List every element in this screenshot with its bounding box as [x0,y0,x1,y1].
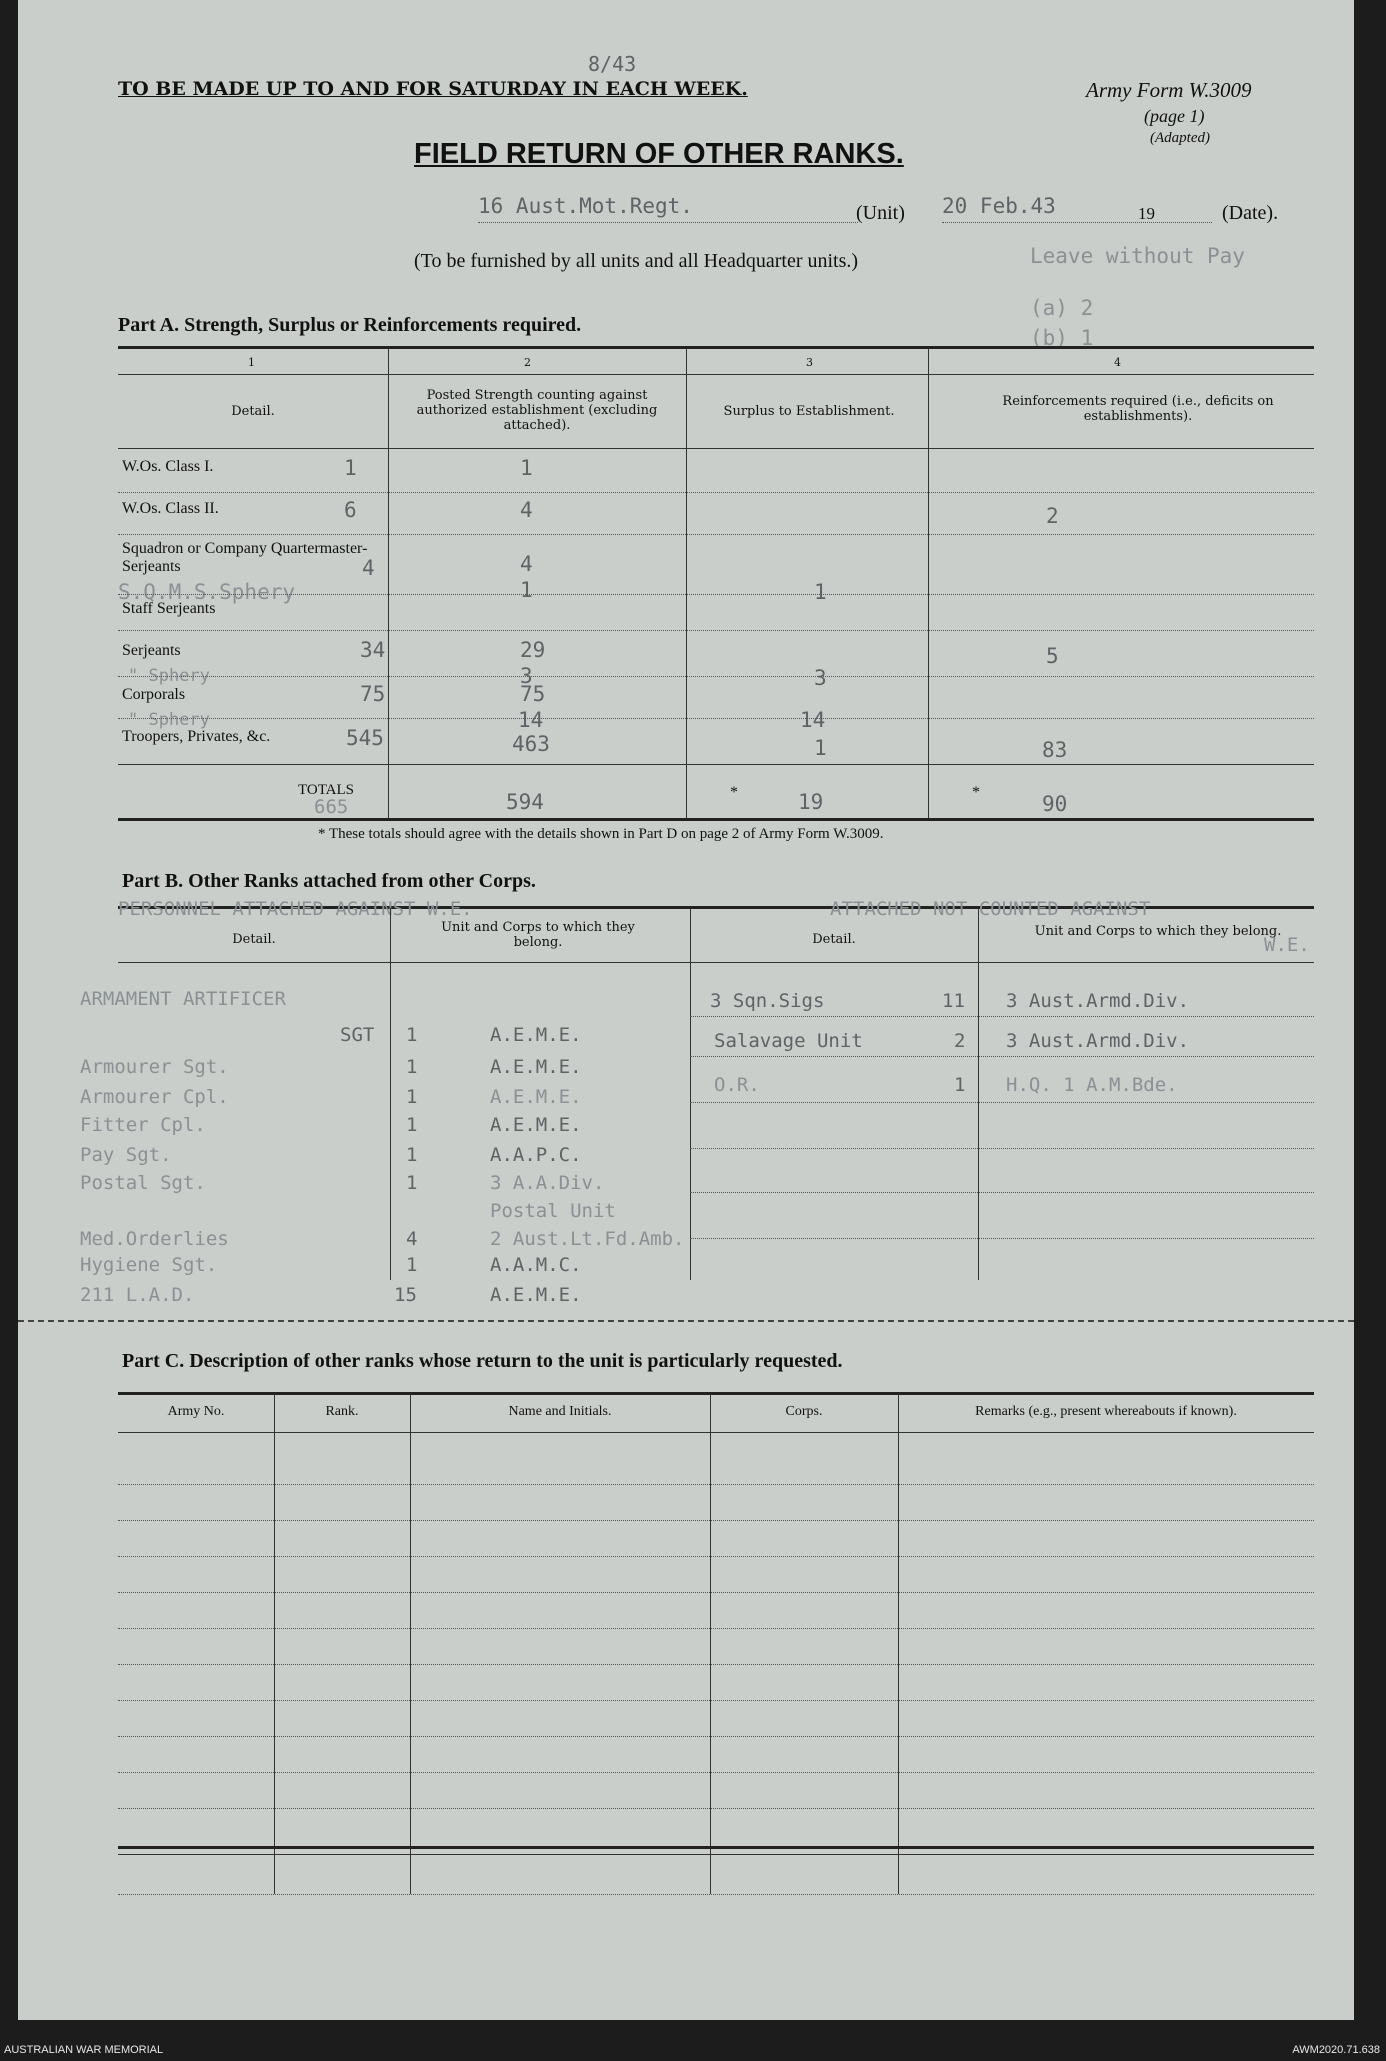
part-c-col-name: Name and Initials. [508,1404,612,1419]
footer-credit: AUSTRALIAN WAR MEMORIAL [4,2044,164,2056]
not-counted-corps: H.Q. 1 A.M.Bde. [1006,1074,1178,1096]
attached-count: 15 [394,1284,417,1306]
attached-detail: ARMAMENT ARTIFICER [80,988,286,1010]
totals-posted: 594 [506,790,544,814]
leave-b: (b) 1 [1030,326,1094,350]
not-counted-count: 11 [942,990,965,1012]
row-surplus: 1 [814,580,827,604]
row-reinf: 5 [1046,644,1059,668]
row-surplus: 1 [814,736,827,760]
totals-asterisk: * [972,784,980,801]
form-id: Army Form W.3009 [1086,78,1252,102]
totals-label: TOTALS [298,782,355,798]
not-counted-corps: 3 Aust.Armd.Div. [1006,1030,1190,1052]
attached-detail: Armourer Cpl. [80,1086,229,1108]
col-number: 2 [524,356,531,369]
row-label: " Sphery [128,710,210,730]
leave-a: (a) 2 [1030,296,1094,320]
footer-accession: AWM2020.71.638 [1292,2044,1380,2056]
form-title: FIELD RETURN OF OTHER RANKS. [414,138,904,170]
part-b-left-banner: PERSONNEL ATTACHED AGAINST W.E. [118,898,473,920]
row-label: Serjeants [122,642,181,659]
col-header-surplus: Surplus to Establishment. [723,404,895,419]
row-posted: 1 [520,578,533,602]
unit-value: 16 Aust.Mot.Regt. [478,194,693,218]
not-counted-detail: O.R. [714,1074,760,1096]
col-header-posted: Posted Strength counting against authorized establishment (excluding attached). [416,388,658,433]
attached-corps: 2 Aust.Lt.Fd.Amb. [490,1228,685,1250]
page-number: (page 1) [1144,106,1205,126]
attached-detail: 211 L.A.D. [80,1284,195,1306]
row-posted: 4 [520,498,533,522]
part-c-col-corps: Corps. [785,1404,823,1419]
part-b-col-corps: Unit and Corps to which they belong. [441,920,635,950]
part-c-col-rank: Rank. [325,1404,359,1419]
part-b-col-detail-2: Detail. [812,932,856,947]
row-est: 75 [360,682,386,706]
row-posted: 1 [520,456,533,480]
attached-count: 1 [406,1254,418,1276]
totals-footnote: * These totals should agree with the details shown in Part D on page 2 of Army Form W.3009. [318,826,884,842]
row-posted: 29 [520,638,546,662]
row-est: 4 [362,556,375,580]
col-number: 4 [1114,356,1121,369]
totals-reinf: 90 [1042,792,1068,816]
part-b-title: Part B. Other Ranks attached from other Corps. [122,870,536,892]
attached-corps: A.E.M.E. [490,1024,582,1046]
totals-asterisk: * [730,784,738,801]
col-number: 1 [248,356,255,369]
attached-count: 1 [406,1114,418,1136]
row-surplus: 14 [800,708,826,732]
totals-est: 665 [314,796,349,818]
totals-surplus: 19 [798,790,824,814]
col-number: 3 [806,356,813,369]
part-c-col-remarks: Remarks (e.g., present whereabouts if known). [975,1404,1237,1419]
part-b-right-banner-2: W.E. [1264,934,1310,956]
row-posted: 463 [512,732,550,756]
not-counted-corps: 3 Aust.Armd.Div. [1006,990,1190,1012]
row-est: 1 [344,456,357,480]
col-header-reinforcements: Reinforcements required (i.e., deficits on establishments). [1002,394,1274,424]
row-label: Squadron or Company Quartermaster-Serjeants [122,540,368,575]
attached-corps: A.E.M.E. [490,1086,582,1108]
col-header-detail: Detail. [231,404,275,419]
attached-count: 1 [406,1144,418,1166]
attached-count: 1 [406,1172,418,1194]
row-posted: 4 [520,552,533,576]
attached-corps: A.A.P.C. [490,1144,582,1166]
attached-detail: Pay Sgt. [80,1144,172,1166]
attached-corps: A.E.M.E. [490,1056,582,1078]
row-label: Corporals [122,686,186,703]
attached-detail: Armourer Sgt. [80,1056,229,1078]
row-label: " Sphery [128,666,210,686]
row-label: W.Os. Class II. [122,500,219,517]
row-label: S.Q.M.S.Sphery [118,580,296,604]
attached-detail: Postal Sgt. [80,1172,206,1194]
part-b-col-detail: Detail. [232,932,276,947]
part-b-right-banner: ATTACHED NOT COUNTED AGAINST [830,898,1151,920]
unit-label: (Unit) [856,202,905,224]
not-counted-detail: 3 Sqn.Sigs [710,990,825,1012]
form-sheet [18,0,1354,2020]
row-label: Troopers, Privates, &c. [122,728,271,745]
instruction-heading: TO BE MADE UP TO AND FOR SATURDAY IN EACH WEEK. [118,78,748,100]
not-counted-count: 1 [954,1074,966,1096]
date-year: 19 [1138,204,1155,223]
part-b-col-corps-2: Unit and Corps to which they belong. [1034,924,1282,939]
adapted-note: (Adapted) [1150,130,1210,146]
row-est: 545 [346,726,384,750]
row-est: 6 [344,498,357,522]
row-reinf: 2 [1046,504,1059,528]
row-label: Staff Serjeants [122,600,216,617]
row-label: W.Os. Class I. [122,458,214,475]
attached-count: 1 [406,1056,418,1078]
attached-corps: A.E.M.E. [490,1284,582,1306]
not-counted-detail: Salavage Unit [714,1030,863,1052]
row-est: 34 [360,638,386,662]
part-c-title: Part C. Description of other ranks whose return to the unit is particularly requested. [122,1350,843,1372]
part-c-col-army-no: Army No. [167,1404,225,1419]
leave-title: Leave without Pay [1030,244,1245,268]
attached-count: 1 [406,1024,418,1046]
handwritten-ref: 8/43 [588,52,637,76]
attached-count: 4 [406,1228,418,1250]
attached-count: 1 [406,1086,418,1108]
row-posted: 14 [518,708,544,732]
row-surplus: 3 [814,666,827,690]
attached-detail: Hygiene Sgt. [80,1254,218,1276]
row-reinf: 83 [1042,738,1068,762]
date-value: 20 Feb.43 [942,194,1056,218]
not-counted-count: 2 [954,1030,966,1052]
row-posted: 75 [520,682,546,706]
attached-detail: Med.Orderlies [80,1228,229,1250]
attached-corps: Postal Unit [490,1200,616,1222]
part-a-title: Part A. Strength, Surplus or Reinforcements required. [118,314,582,336]
attached-detail: Fitter Cpl. [80,1114,206,1136]
attached-corps: A.E.M.E. [490,1114,582,1136]
attached-detail: SGT [340,1024,375,1046]
date-label: (Date). [1222,202,1279,224]
attached-corps: 3 A.A.Div. [490,1172,605,1194]
row-posted: 3 [520,664,533,688]
attached-corps: A.A.M.C. [490,1254,582,1276]
furnish-note: (To be furnished by all units and all Headquarter units.) [414,250,859,272]
